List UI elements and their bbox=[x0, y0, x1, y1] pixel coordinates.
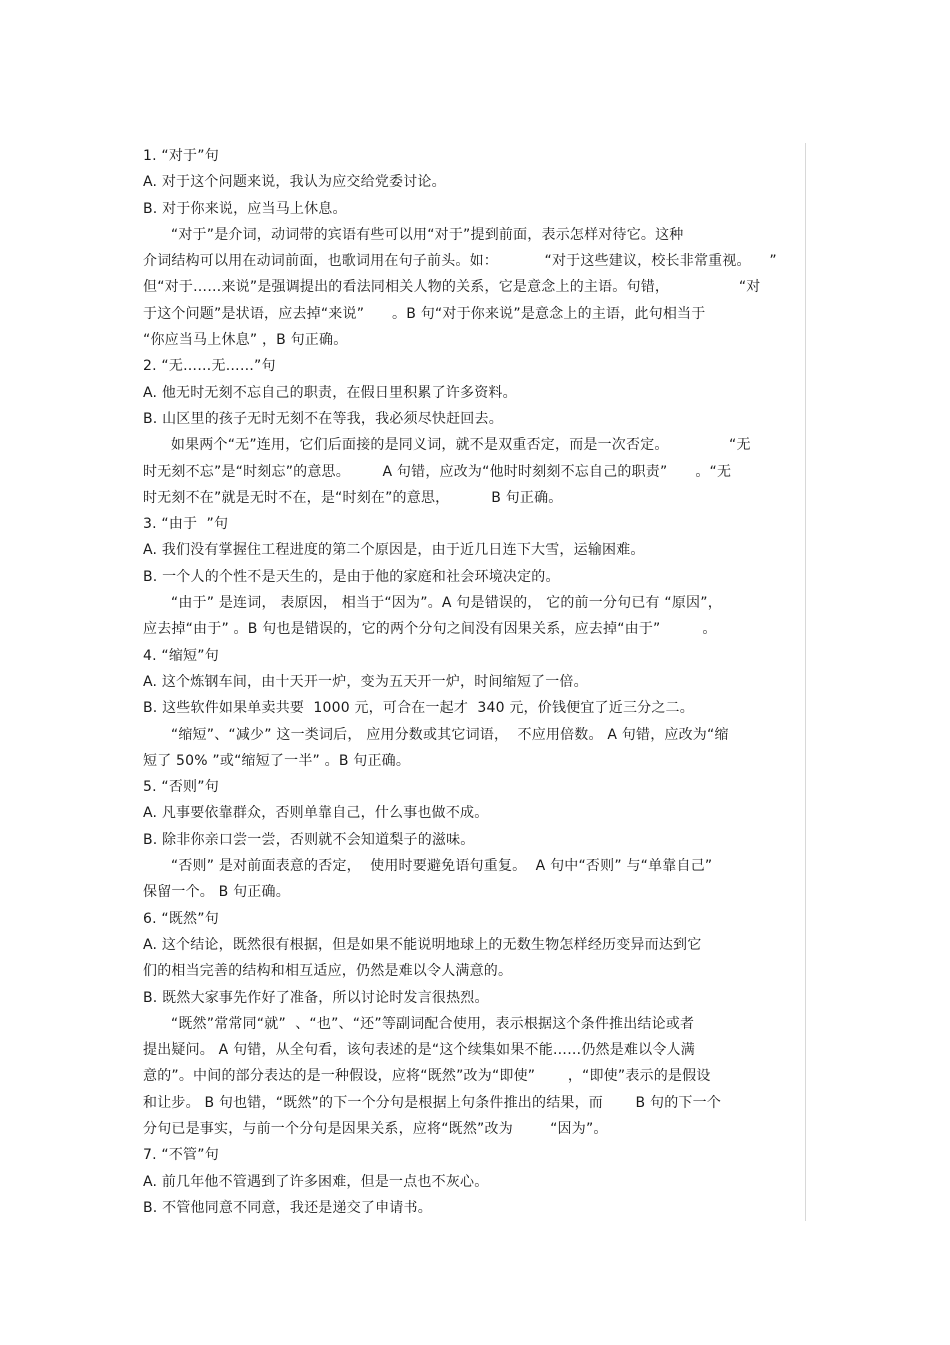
explanation-line: “否则” 是对前面表意的否定， 使用时要避免语句重复。 A 句中“否则” 与“单靠自己” bbox=[143, 858, 713, 875]
explanation-line: 如果两个“无”连用，它们后面接的是同义词，就不是双重否定，而是一次否定。 “无 bbox=[143, 437, 751, 454]
section-heading: 2. “无……无……”句 bbox=[143, 358, 276, 375]
section-heading: 1. “对于”句 bbox=[143, 148, 219, 164]
explanation-line: 意的”。中间的部分表达的是一种假设，应将“既然”改为“即使” ，“即使”表示的是假设 bbox=[143, 1068, 711, 1085]
option-line: B. 这些软件如果单卖共要 1000 元，可合在一起才 340 元，价钱便宜了近三分之二。 bbox=[143, 700, 694, 717]
section-heading: 7. “不管”句 bbox=[143, 1147, 219, 1164]
option-line: B. 除非你亲口尝一尝，否则就不会知道梨子的滋味。 bbox=[143, 831, 475, 848]
option-line: A. 他无时无刻不忘自己的职责，在假日里积累了许多资料。 bbox=[143, 384, 517, 401]
explanation-line: 和让步。 B 句也错，“既然”的下一个分句是根据上句条件推出的结果，而 B 句的下一个 bbox=[143, 1094, 722, 1111]
explanation-line: “既然”常常同“就” 、“也”、“还”等副词配合使用，表示根据这个条件推出结论或者 bbox=[143, 1015, 695, 1032]
option-line: 们的相当完善的结构和相互适应，仍然是难以令人满意的。 bbox=[143, 963, 513, 980]
option-line: A. 对于这个问题来说，我认为应交给党委讨论。 bbox=[143, 174, 446, 191]
section-heading: 5. “否则”句 bbox=[143, 779, 219, 796]
option-line: A. 这个炼钢车间，由十天开一炉，变为五天开一炉，时间缩短了一倍。 bbox=[143, 673, 588, 690]
option-line: A. 凡事要依靠群众，否则单靠自己，什么事也做不成。 bbox=[143, 805, 489, 822]
explanation-line: “对于”是介词，动词带的宾语有些可以用“对于”提到前面，表示怎样对待它。这种 bbox=[143, 226, 684, 243]
option-line: A. 前几年他不管遇到了许多困难，但是一点也不灰心。 bbox=[143, 1173, 489, 1190]
explanation-line: 介词结构可以用在动词前面，也歌词用在句子前头。如： “对于这些建议，校长非常重视。 ” bbox=[143, 253, 777, 270]
explanation-line: “由于” 是连词， 表原因， 相当于“因为”。A 句是错误的， 它的前一分句已有 “原因”， bbox=[143, 595, 722, 612]
explanation-line: 时无刻不忘”是“时刻忘”的意思。 A 句错，应改为“他时时刻刻不忘自己的职责” 。“无 bbox=[143, 463, 732, 480]
right-margin-rule bbox=[805, 143, 806, 1221]
section-heading: 4. “缩短”句 bbox=[143, 647, 219, 664]
document-body bbox=[143, 143, 805, 1221]
explanation-line: 分句已是事实，与前一个分句是因果关系，应将“既然”改为 “因为”。 bbox=[143, 1120, 608, 1137]
option-line: B. 对于你来说，应当马上休息。 bbox=[143, 200, 347, 217]
explanation-line: “缩短”、“减少” 这一类词后， 应用分数或其它词语， 不应用倍数。 A 句错，应改为“缩 bbox=[143, 726, 729, 743]
explanation-line: 时无刻不在”就是无时不在，是“时刻在”的意思， B 句正确。 bbox=[143, 489, 563, 506]
option-line: B. 一个人的个性不是天生的，是由于他的家庭和社会环境决定的。 bbox=[143, 568, 560, 585]
explanation-line: 应去掉“由于” 。B 句也是错误的，它的两个分句之间没有因果关系，应去掉“由于” 。 bbox=[143, 621, 717, 638]
explanation-line: 保留一个。 B 句正确。 bbox=[143, 884, 290, 901]
option-line: B. 山区里的孩子无时无刻不在等我，我必须尽快赶回去。 bbox=[143, 410, 503, 427]
section-heading: 6. “既然”句 bbox=[143, 910, 219, 927]
option-line: B. 既然大家事先作好了准备，所以讨论时发言很热烈。 bbox=[143, 989, 489, 1006]
explanation-line: 短了 50% ”或“缩短了一半” 。B 句正确。 bbox=[143, 752, 411, 769]
explanation-line: 于这个问题”是状语，应去掉“来说” 。B 句“对于你来说”是意念上的主语，此句相当于 bbox=[143, 305, 706, 322]
section-heading: 3. “由于 ”句 bbox=[143, 516, 229, 533]
option-line: A. 我们没有掌握住工程进度的第二个原因是，由于近几日连下大雪，运输困难。 bbox=[143, 542, 645, 559]
option-line: B. 不管他同意不同意，我还是递交了申请书。 bbox=[143, 1199, 432, 1216]
explanation-line: “你应当马上休息” ，B 句正确。 bbox=[143, 332, 348, 349]
option-line: A. 这个结论，既然很有根据，但是如果不能说明地球上的无数生物怎样经历变异而达到它 bbox=[143, 936, 702, 953]
explanation-line: 但“对于……来说”是强调提出的看法同相关人物的关系，它是意念上的主语。句错， “对 bbox=[143, 279, 761, 296]
explanation-line: 提出疑问。 A 句错，从全句看，该句表述的是“这个续集如果不能……仍然是难以令人满 bbox=[143, 1042, 695, 1059]
